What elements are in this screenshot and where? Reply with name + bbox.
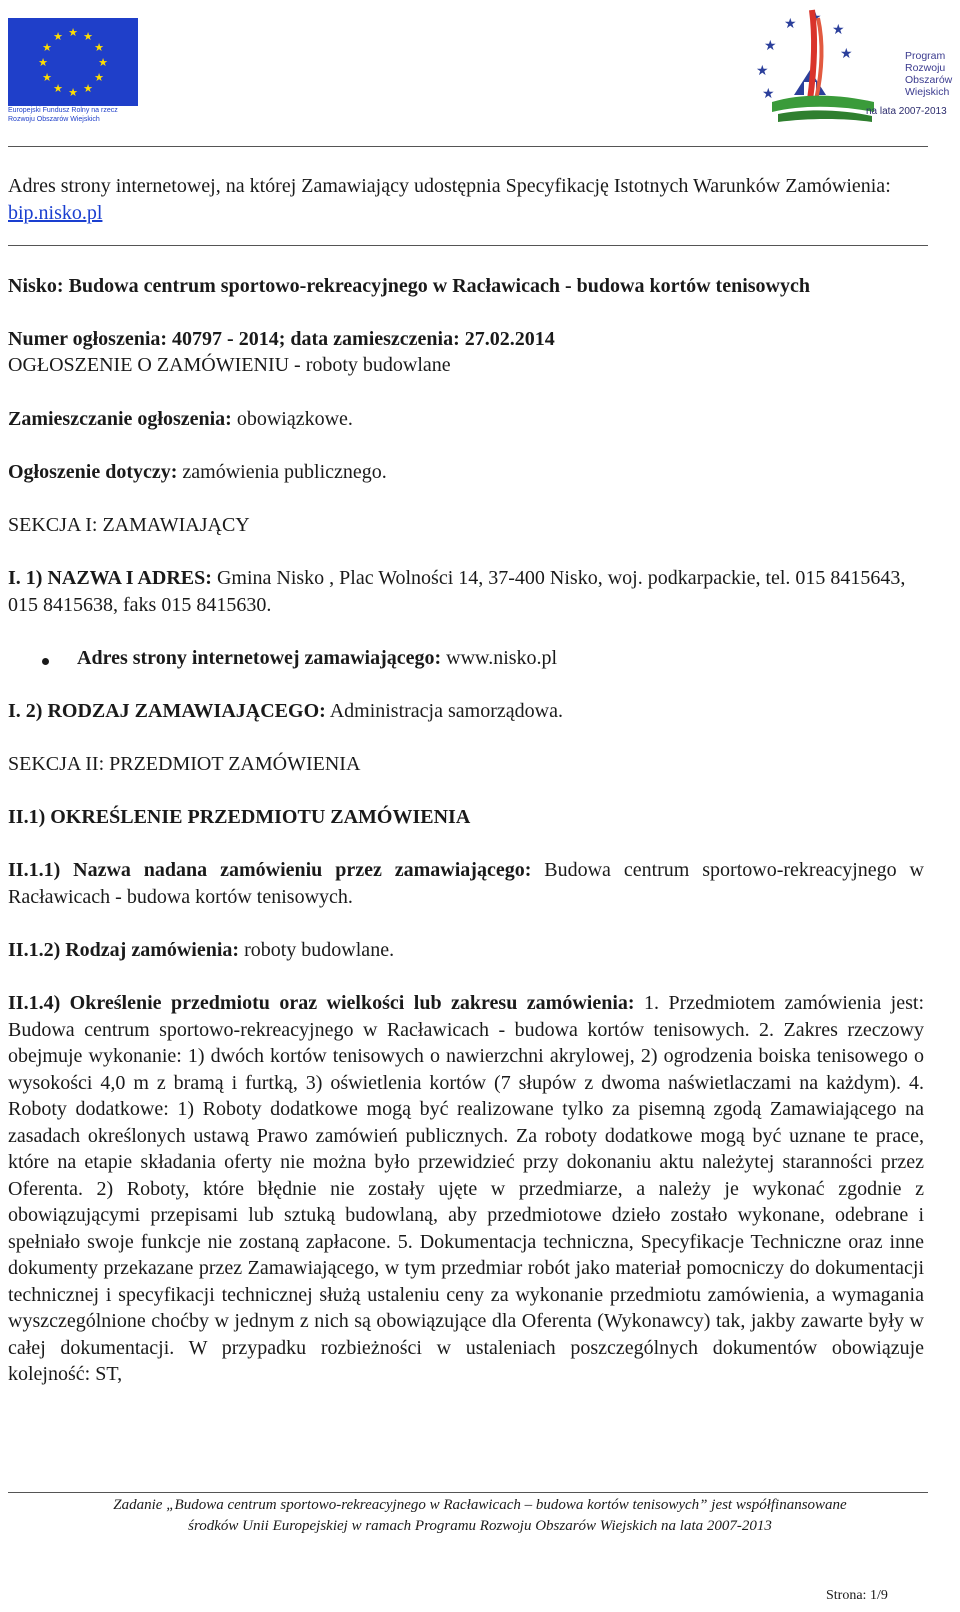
svg-text:★: ★: [762, 86, 775, 102]
concerns-field: [8, 459, 924, 486]
ii11-value: Budowa centrum sportowo-rekreacyjnego w Racławicach - budowa kortów tenisowych.: [8, 859, 924, 908]
contracting-type-value: Administracja samorządowa.: [325, 700, 563, 722]
name-address-value: Gmina Nisko , Plac Wolności 14, 37-400 Nisko, woj. podkarpackie, tel. 015 8415643, 015 8415638, faks 015 8415630.: [8, 567, 906, 616]
contracting-type-label: I. 2) RODZAJ ZAMAWIAJĄCEGO:: [8, 700, 326, 722]
bip-link[interactable]: bip.nisko.pl: [8, 201, 103, 224]
footer-divider: [8, 1492, 928, 1493]
bullet-icon: [42, 658, 49, 665]
posting-label: Zamieszczanie ogłoszenia:: [8, 408, 232, 430]
prow-line1: Program: [905, 50, 946, 62]
contracting-type-field: [8, 698, 924, 725]
svg-text:★: ★: [68, 26, 78, 39]
svg-text:★: ★: [809, 10, 822, 26]
svg-text:★: ★: [94, 41, 104, 54]
prow-line2: Rozwoju: [905, 62, 946, 74]
svg-text:★: ★: [53, 30, 63, 43]
section-1-heading: SEKCJA I: ZAMAWIAJĄCY: [8, 514, 250, 536]
svg-text:★: ★: [83, 30, 93, 43]
notice-title: Nisko: Budowa centrum sportowo-rekreacyjnego w Racławicach - budowa kortów tenisowych: [8, 275, 811, 297]
name-address-field: [8, 565, 924, 618]
ii11-label: II.1.1) Nazwa nadana zamówieniu przez zamawiającego:: [8, 859, 532, 881]
svg-text:★: ★: [764, 38, 777, 54]
ii14-label: II.1.4) Określenie przedmiotu oraz wielkości lub zakresu zamówienia:: [8, 992, 635, 1014]
website-label: Adres strony internetowej zamawiającego:: [77, 647, 442, 669]
notice-type: OGŁOSZENIE O ZAMÓWIENIU - roboty budowlane: [8, 354, 451, 376]
footer-line1: Zadanie „Budowa centrum sportowo-rekreacyjnego w Racławicach – budowa kortów tenisowych” jest współfinansowane: [113, 1497, 847, 1513]
prow-line3: Obszarów: [905, 74, 953, 86]
ii14-value: 1. Przedmiotem zamówienia jest: Budowa centrum sportowo-rekreacyjnego w Racławicach - budowa kortów tenisowych. 2. Zakres rzeczowy obejmuje wykonanie: 1) dwóch kortów tenisowych o nawierzchni akrylowej, 2) ogrodzenia boiska tenisowego o wysokości 4,0 m z bramą i furtką, 3) oświetlenia kortów (7 słupów z dwoma naświetlaczami na każdym). 4. Roboty dodatkowe: 1) Roboty dodatkowe mogą być realizowane tylko za pisemną zgodą Zamawiającego na zasadach określonych ustawą Prawo zamówień publicznych. Za roboty dodatkowe mogą być uznane te prace, które na etapie składania oferty nie można było przewidzieć przy dokonaniu aktu należytej staranności przez Oferenta. 2) Roboty, które błędnie nie zostały ujęte w przedmiarze, a należy je wykonać zgodnie z obowiązującymi przepisami lub sztuką budowlaną, aby przedmiotowe dzieło zostało wykonane, odebrane i spełniało swoje funkcje nie zostaną zapłacone. 5. Dokumentacja techniczna, Specyfikacje Techniczne oraz inne dokumenty przekazane przez Zamawiającego, w tym przedmiar robót jako materiał pomocniczy do dokumentacji technicznej i specyfikacji technicznej służą ustaleniu ceny za wykonanie przedmiotu zamówienia, a wymagania wyszczególnione choćby w jednym z nich są obowiązujące dla Oferenta (Wykonawcy) tak, jakby zawarte były w całej dokumentacji. W przypadku rozbieżności w ustaleniach poszczególnych dokumentów obowiązuje kolejność: ST,: [8, 992, 924, 1385]
name-address-label: I. 1) NAZWA I ADRES:: [8, 567, 212, 589]
svg-text:★: ★: [98, 56, 108, 69]
svg-text:★: ★: [832, 22, 845, 38]
notice-number: Numer ogłoszenia: 40797 - 2014; data zamieszczenia: 27.02.2014: [8, 328, 555, 350]
ii12-field: [8, 937, 924, 964]
intro-text: Adres strony internetowej, na której Zamawiający udostępnia Specyfikację Istotnych Warunków Zamówienia:: [8, 175, 891, 197]
footer-line2: środków Unii Europejskiej w ramach Programu Rozwoju Obszarów Wiejskich na lata 2007-2013: [188, 1518, 772, 1534]
svg-text:★: ★: [42, 41, 52, 54]
eu-caption-line1: Europejski Fundusz Rolny na rzecz: [8, 107, 118, 114]
svg-text:★: ★: [38, 56, 48, 69]
posting-field: [8, 406, 924, 433]
posting-value: obowiązkowe.: [231, 408, 353, 430]
concerns-value: zamówienia publicznego.: [177, 461, 387, 483]
ii12-value: roboty budowlane.: [239, 939, 395, 961]
prow-years: na lata 2007-2013: [866, 106, 947, 117]
intro-divider: [8, 245, 928, 246]
svg-text:★: ★: [784, 16, 797, 32]
svg-text:★: ★: [53, 82, 63, 95]
website-field: [77, 645, 917, 672]
website-value: www.nisko.pl: [441, 647, 558, 669]
prow-line4: Wiejskich: [905, 86, 950, 98]
prow-text: [905, 50, 952, 98]
concerns-label: Ogłoszenie dotyczy:: [8, 461, 178, 483]
svg-text:★: ★: [42, 71, 52, 84]
page-number: Strona: 1/9: [826, 1588, 888, 1603]
ii14-field: [8, 990, 924, 1388]
eu-caption: [8, 106, 138, 124]
svg-text:★: ★: [83, 82, 93, 95]
ii1-heading: II.1) OKREŚLENIE PRZEDMIOTU ZAMÓWIENIA: [8, 806, 471, 828]
svg-text:★: ★: [756, 63, 769, 79]
ii11-field: [8, 857, 924, 910]
svg-text:★: ★: [68, 86, 78, 99]
eu-flag-logo: [8, 18, 138, 106]
header-divider: [8, 146, 928, 147]
section-2-heading: SEKCJA II: PRZEDMIOT ZAMÓWIENIA: [8, 753, 361, 775]
eu-caption-line2: Rozwoju Obszarów Wiejskich: [8, 116, 100, 123]
svg-text:★: ★: [840, 46, 853, 62]
intro-paragraph: [8, 173, 924, 226]
svg-text:★: ★: [94, 71, 104, 84]
ii12-label: II.1.2) Rodzaj zamówienia:: [8, 939, 240, 961]
